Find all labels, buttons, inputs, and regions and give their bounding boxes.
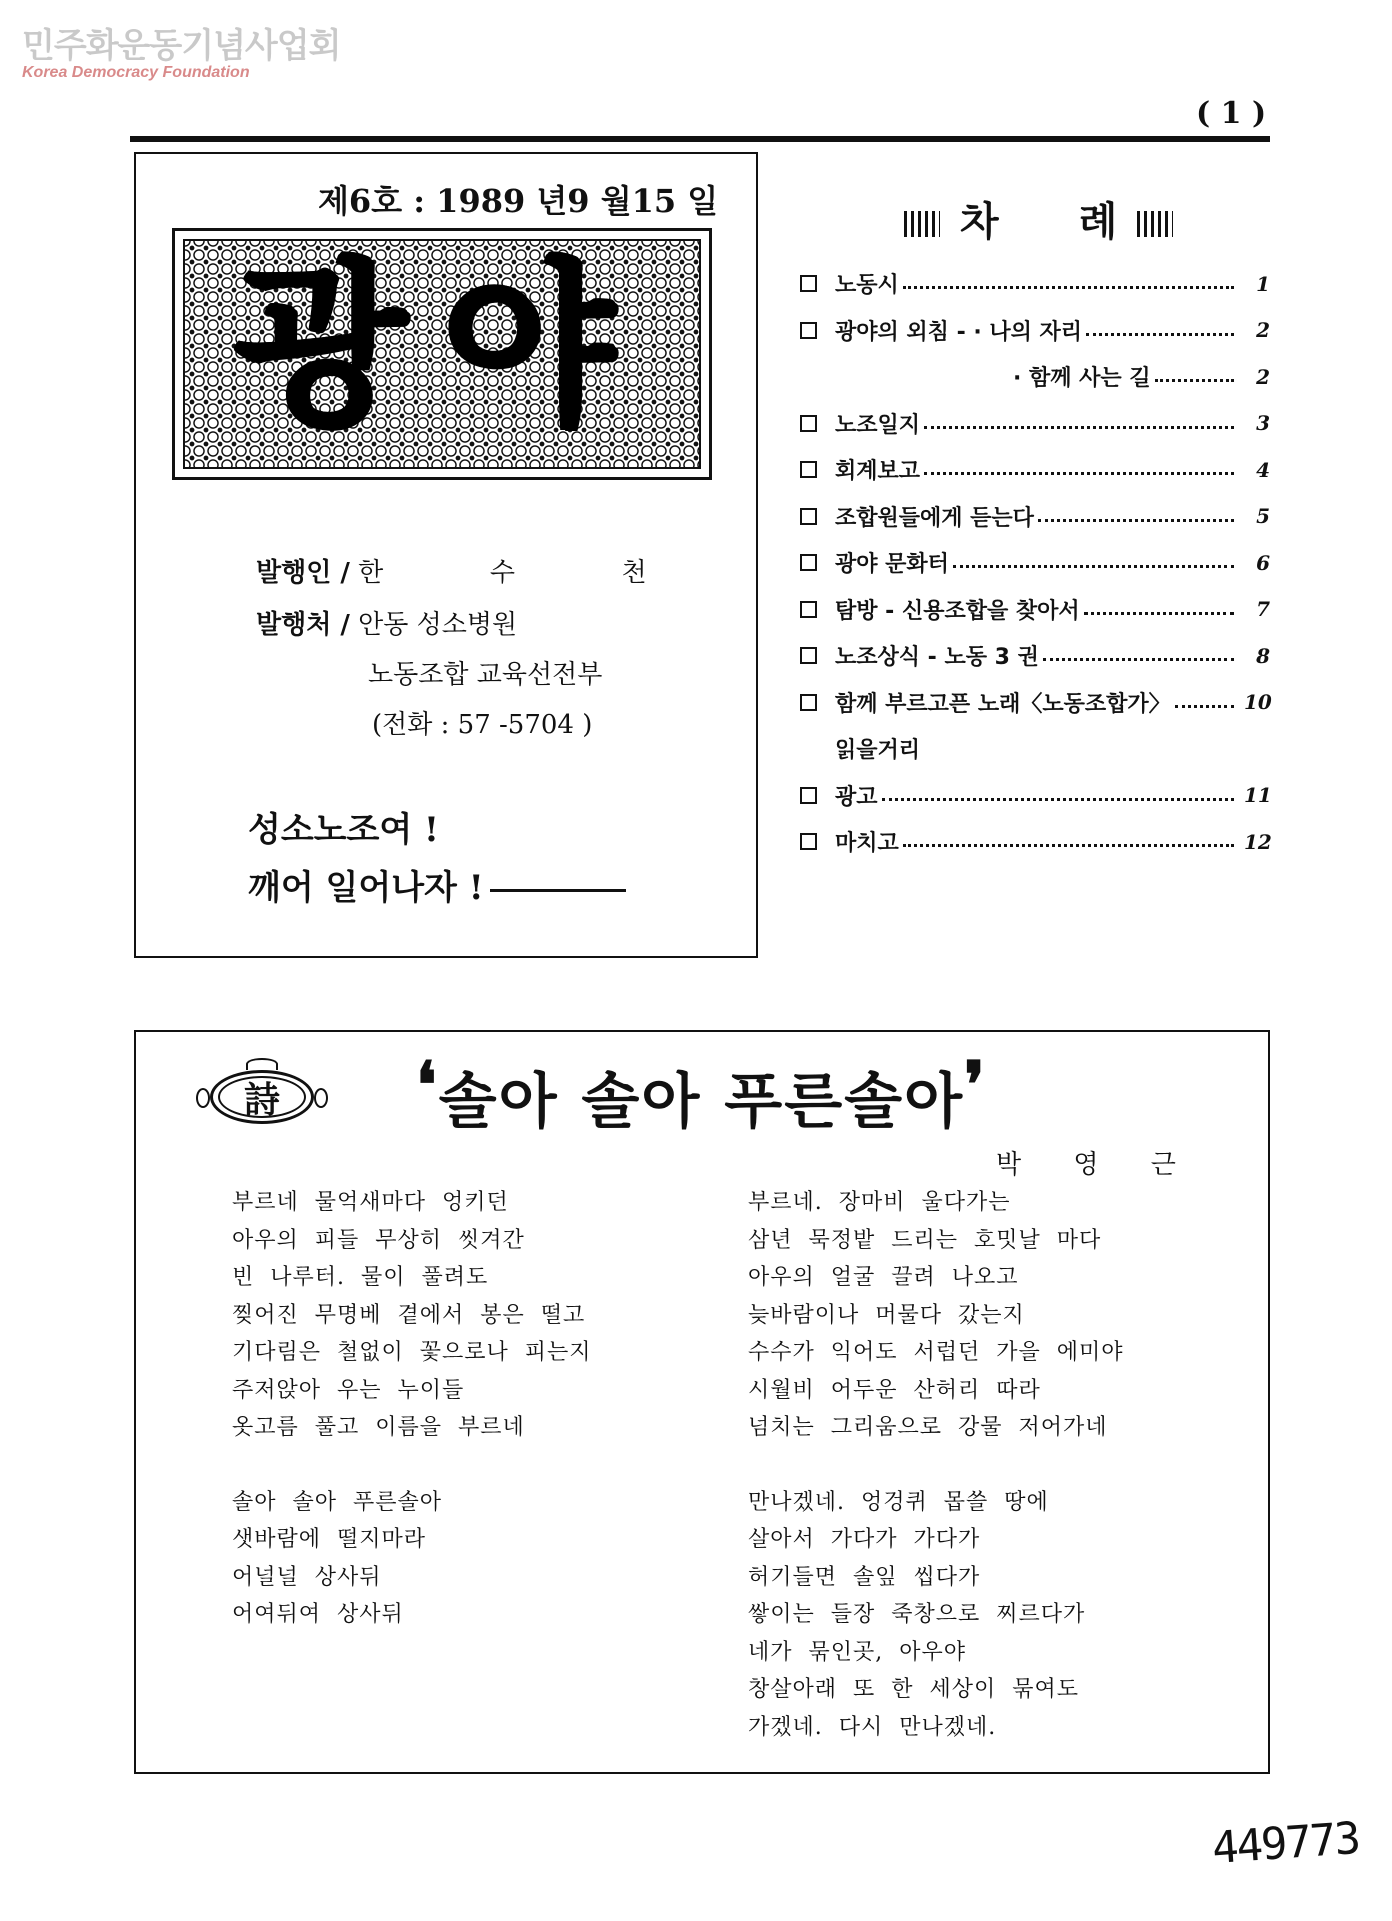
poem-line: 만나겠네. 엉겅퀴 몹쓸 땅에 xyxy=(748,1489,1049,1515)
toc-leader-dots xyxy=(1038,519,1234,522)
toc-item-label: · 함께 사는 길 xyxy=(1013,366,1151,391)
checkbox-icon xyxy=(800,787,817,804)
poem-stanza xyxy=(232,1184,592,1447)
poem-line: 어여뒤여 상사뒤 xyxy=(232,1602,404,1627)
poem-line: 부르네 물억새마다 엉키던 xyxy=(232,1190,509,1215)
quote-open: ❛ xyxy=(416,1048,439,1123)
slogan-line2 xyxy=(248,860,626,909)
poem-line: 부르네. 장마비 울다가는 xyxy=(748,1190,1011,1215)
checkbox-icon xyxy=(800,508,817,525)
poem-right-column xyxy=(748,1184,1123,1783)
toc-item-page: 3 xyxy=(1256,411,1270,435)
poem-author: 박 영 근 xyxy=(996,1150,1198,1180)
checkbox-icon xyxy=(800,694,817,711)
toc-item xyxy=(800,687,1270,718)
badge-crown xyxy=(246,1058,278,1070)
toc-item-label: 노조상식 - 노동 3 권 xyxy=(835,645,1039,670)
poem-line: 어널널 상사뒤 xyxy=(232,1564,382,1590)
poem-line: 아우의 피들 무상히 씻겨간 xyxy=(232,1227,525,1253)
toc-item-page: 11 xyxy=(1244,783,1272,807)
toc-item xyxy=(800,408,1270,439)
badge-char: 詩 xyxy=(243,1079,280,1121)
poem-title-text: 솔아 솔아 푸른솔아 xyxy=(438,1067,965,1137)
toc-item-page: 2 xyxy=(1256,364,1270,389)
poem-line: 찢어진 무명베 곁에서 봉은 떨고 xyxy=(232,1302,586,1328)
issuer-line1: 안동 성소병원 xyxy=(358,610,518,640)
issuer-row xyxy=(256,604,517,641)
toc-item xyxy=(800,547,1270,578)
poem-stanza xyxy=(748,1484,1123,1747)
toc-item-page: 5 xyxy=(1256,504,1270,528)
toc-item-page: 2 xyxy=(1256,318,1270,342)
toc-item-label: 광야의 외침 - · 나의 자리 xyxy=(835,319,1083,345)
issuer-label: 발행처 / xyxy=(256,610,350,640)
publisher-name: 한 수 천 xyxy=(358,558,677,588)
poem-line: 옷고름 풀고 이름을 부르네 xyxy=(232,1415,525,1440)
toc-title-a: 차 xyxy=(959,199,999,245)
slogan-dash xyxy=(490,889,626,892)
toc-item-label: 회계보고 xyxy=(835,459,921,484)
toc-leader-dots xyxy=(953,565,1234,568)
quote-close: ❜ xyxy=(964,1048,987,1123)
checkbox-icon xyxy=(800,833,817,850)
slogan-line2-text: 깨어 일어나자 ! xyxy=(248,868,484,908)
toc-leader-dots xyxy=(1043,658,1234,661)
poem-line: 아우의 얼굴 끌려 나오고 xyxy=(748,1265,1019,1290)
toc-item-label: 읽을거리 xyxy=(835,738,921,763)
toc-item-label: 탐방 - 신용조합을 찾아서 xyxy=(835,598,1080,624)
publisher-row xyxy=(256,552,677,589)
watermark-korean: 민주화운동기념사업회 xyxy=(22,26,341,66)
checkbox-icon xyxy=(800,601,817,618)
poem-line: 쌓이는 들장 죽창으로 찌르다가 xyxy=(748,1602,1086,1627)
toc-item xyxy=(800,315,1270,346)
checkbox-icon xyxy=(800,554,817,571)
toc-item-page: 8 xyxy=(1256,643,1270,668)
publisher-label: 발행인 / xyxy=(256,558,350,588)
toc-title-b: 례 xyxy=(1078,199,1118,245)
top-rule xyxy=(130,136,1270,142)
toc-item xyxy=(800,454,1270,485)
poem-title xyxy=(416,1048,987,1140)
poem-left-column xyxy=(232,1184,592,1671)
toc-item xyxy=(800,826,1270,857)
poem-line: 창살아래 또 한 세상이 묶여도 xyxy=(748,1677,1079,1702)
toc-leader-dots xyxy=(1084,612,1234,615)
toc-leader-dots xyxy=(924,472,1234,475)
poem-line: 가겠네. 다시 만나겠네. xyxy=(748,1714,997,1740)
toc-item-page: 1 xyxy=(1256,271,1270,296)
toc-leader-dots xyxy=(1155,379,1234,382)
poem-line: 주저앉아 우는 누이들 xyxy=(232,1377,465,1403)
toc-item xyxy=(800,501,1270,532)
toc-item xyxy=(800,733,1270,764)
poem-line: 솔아 솔아 푸른솔아 xyxy=(232,1489,442,1515)
toc-item xyxy=(800,640,1270,671)
toc-leader-dots xyxy=(1086,333,1234,336)
toc-bars-left xyxy=(904,211,940,237)
toc-leader-dots xyxy=(882,798,1234,801)
poem-line: 네가 묶인곳, 아우야 xyxy=(748,1639,966,1665)
handwritten-code: 449773 xyxy=(1210,1812,1361,1875)
issuer-phone: (전화 : 57 -5704 ) xyxy=(372,710,593,740)
toc-item-label: 조합원들에게 듣는다 xyxy=(835,505,1034,531)
toc-item-page: 6 xyxy=(1256,550,1270,575)
toc-item-label: 마치고 xyxy=(835,831,899,856)
toc-item-label: 노동시 xyxy=(835,273,899,298)
toc-leader-dots xyxy=(1175,705,1234,708)
toc-item-page: 12 xyxy=(1244,829,1272,854)
toc-item-label: 노조일지 xyxy=(835,412,921,438)
checkbox-icon xyxy=(800,322,817,339)
toc-item-page: 10 xyxy=(1244,690,1272,714)
poem-line: 늦바람이나 머물다 갔는지 xyxy=(748,1302,1025,1328)
toc-item xyxy=(800,268,1270,299)
poem-line: 수수가 익어도 서럽던 가을 에미야 xyxy=(748,1340,1124,1365)
checkbox-icon xyxy=(800,415,817,432)
poem-stanza xyxy=(232,1484,592,1634)
checkbox-icon xyxy=(800,647,817,664)
poem-line: 샛바람에 떨지마라 xyxy=(232,1527,427,1552)
poem-badge xyxy=(196,1066,328,1128)
toc-title xyxy=(904,190,1173,247)
issue-line: 제6호 : 1989 년9 월15 일 xyxy=(318,182,719,220)
toc-item-page: 7 xyxy=(1256,597,1270,621)
toc-item xyxy=(800,780,1270,811)
toc-item-label: 광고 xyxy=(835,784,878,810)
poem-line: 기다림은 철없이 꽃으로나 피는지 xyxy=(232,1340,592,1365)
toc-bars-right xyxy=(1137,211,1173,237)
poem-stanza xyxy=(748,1184,1123,1447)
checkbox-icon xyxy=(800,275,817,292)
page-number: ( 1 ) xyxy=(1196,96,1267,131)
checkbox-icon xyxy=(800,461,817,478)
toc-item-label: 광야 문화터 xyxy=(835,552,949,577)
watermark-english: Korea Democracy Foundation xyxy=(22,64,250,81)
poem-line: 시월비 어두운 산허리 따라 xyxy=(748,1377,1041,1403)
logo-text: 광야 xyxy=(234,239,650,448)
poem-line: 허기들면 솔잎 씹다가 xyxy=(748,1564,981,1590)
poem-line: 살아서 가다가 가다가 xyxy=(748,1527,981,1552)
toc-item xyxy=(800,594,1270,625)
toc-leader-dots xyxy=(903,844,1234,847)
issuer-line2: 노동조합 교육선전부 xyxy=(368,660,603,690)
toc-leader-dots xyxy=(903,286,1234,289)
poem-line: 빈 나루터. 물이 풀려도 xyxy=(232,1265,489,1290)
toc-item xyxy=(800,361,1270,392)
logo-box xyxy=(172,228,712,480)
toc-leader-dots xyxy=(924,426,1234,429)
poem-line: 삼년 묵정밭 드리는 호밋날 마다 xyxy=(748,1227,1102,1253)
slogan-line1: 성소노조여 ! xyxy=(248,810,439,850)
poem-line: 넘치는 그리움으로 강물 저어가네 xyxy=(748,1415,1108,1440)
toc-item-page: 4 xyxy=(1256,457,1270,482)
toc-item-label: 함께 부르고픈 노래〈노동조합가〉 xyxy=(835,691,1171,717)
